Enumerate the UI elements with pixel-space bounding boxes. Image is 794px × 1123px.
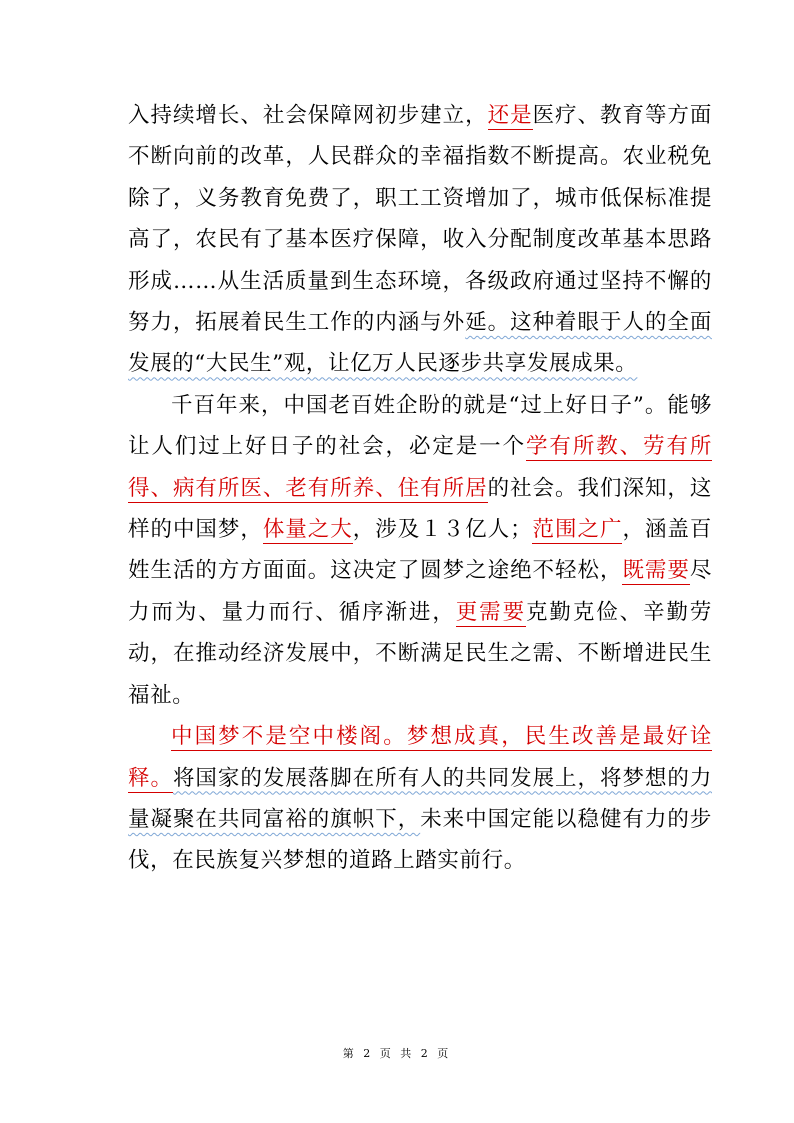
highlighted-phrase: 学有所教、劳有所得、病有所医、老有所养、住有所居 [128, 434, 712, 501]
text-run: 克勤克俭、辛勤劳动，在推动经济发展中，不断满足民生之需、不断增进民生福祉。 [128, 599, 712, 708]
highlighted-phrase: 更需要 [455, 599, 526, 625]
paragraph-2 [128, 385, 712, 716]
text-run: 的社会。我们深知，这样的中国梦， [128, 475, 712, 543]
paragraph-1 [128, 95, 712, 385]
text-run: 未来中国定能以稳健有力的步伐，在民族复兴梦想的道路上踏实前行。 [128, 806, 712, 874]
text-run: 入持续增长、社会保障网初步建立， [128, 103, 488, 128]
page-footer: 第 2 页 共 2 页 [342, 1047, 452, 1060]
highlighted-phrase: 体量之大 [262, 517, 353, 543]
highlighted-phrase: 范围之广 [532, 517, 623, 543]
text-run: ，涉及１３亿人； [352, 517, 533, 543]
highlighted-phrase: 既需要 [622, 558, 690, 584]
text-run: 医疗、教育等方面不断向前的改革，人民群众的幸福指数不断提高。农业税免除了，义务教育免费了，职工工资增加了，城市低保标准提高了，农民有了基本医疗保障，收入分配制度改革基本思路形成……从生活质量到生态环境，各级政府通过坚持不懈的努力，拓展着民生工作的内涵与外 [128, 103, 712, 336]
text-run: 千百年来，中国老百姓企盼的就是“过上好日子”。能够让人们过上好日子的社会，必定是一个 [128, 392, 712, 460]
body-text [128, 95, 712, 882]
grammar-marked-text: 将国家的发展落脚在所有人的共同发展上，将梦想的力量凝聚在共同富裕的旗帜下， [128, 765, 712, 832]
grammar-marked-text: 延。这种着眼于人的全面发展的“大民生”观，让亿万人民逐步共享发展成果。 [128, 310, 712, 377]
paragraph-3 [128, 716, 712, 882]
text-run: 尽力而为、量力而行、循序渐进， [128, 558, 712, 625]
highlighted-phrase: 中国梦不是空中楼阁。梦想成真，民生改善是最好诠释。 [128, 724, 712, 791]
highlighted-phrase: 还是 [487, 103, 533, 128]
text-run: ，涵盖百姓生活的方方面面。这决定了圆梦之途绝不轻松， [128, 517, 712, 584]
